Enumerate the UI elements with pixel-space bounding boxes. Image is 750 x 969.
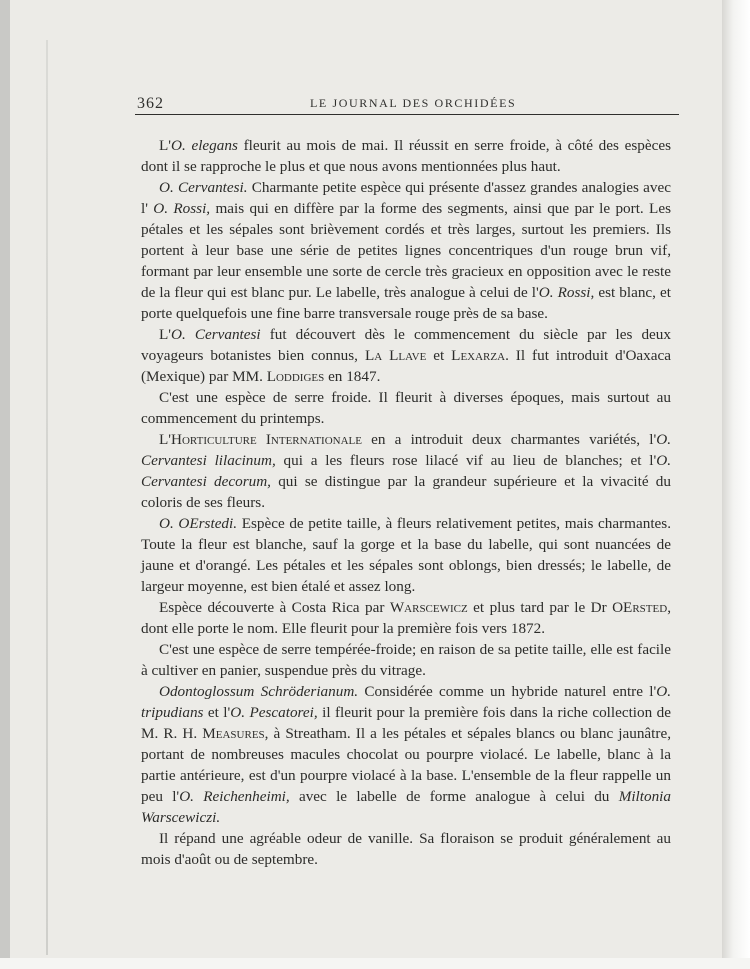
text-run: L' xyxy=(159,137,172,154)
text-run: Charmante petite espèce qui présente d'assez grandes analogies avec l' xyxy=(141,179,671,217)
text-run: Espèce de petite taille, à fleurs relativement petites, mais charmantes. Toute la fleur est blanche, sauf la gorge et la base du labelle, qui sont nuancées de jaune et d'orangé. Les pétales et les sépales sont oblongs, bien dressés; le labelle, de largeur moyenne, est bien étalé et assez long. xyxy=(141,515,671,595)
text-run: Espèce découverte à Costa Rica par xyxy=(159,599,390,616)
text-run: est blanc, et porte quelquefois une fine barre transversale rouge près de sa base. xyxy=(141,284,671,322)
paragraph xyxy=(141,177,671,324)
running-title: LE JOURNAL DES ORCHIDÉES xyxy=(310,96,517,110)
text-run: , à Streatham. Il a les pétales et sépales blancs ou blanc jaunâtre, portant de nombreuses macules chocolat ou pourpre violacé. Le labelle, blanc à la partie antérieure, est d'un pourpre violacé à la base. L'ensemble de la fleur rappelle un peu l' xyxy=(141,725,671,805)
text-run: Il répand une agréable odeur de vanille. Sa floraison se produit généralement au mois d'août ou de septembre. xyxy=(141,830,671,868)
text-run: en 1847. xyxy=(324,368,381,385)
italic-run: O. Rossi, xyxy=(153,200,211,217)
paragraph xyxy=(141,828,671,870)
italic-run: O. OErstedi. xyxy=(159,515,238,532)
text-run: , dont elle porte le nom. Elle fleurit pour la première fois vers 1872. xyxy=(141,599,671,637)
italic-run: O. Cervantesi decorum, xyxy=(141,452,671,490)
body-text xyxy=(141,135,671,870)
italic-run: O. elegans xyxy=(171,137,238,154)
paragraph xyxy=(141,135,671,177)
paragraph xyxy=(141,597,671,639)
page-fold-shadow xyxy=(46,40,48,955)
scan-edge-bottom xyxy=(0,958,750,969)
header-rule xyxy=(135,114,679,115)
italic-run: O. tripudians xyxy=(141,683,671,721)
text-run: fleurit au mois de mai. Il réussit en serre froide, à côté des espèces dont il se rapproche le plus et que nous avons mentionnées plus haut. xyxy=(141,137,671,175)
smallcaps-run: Horticulture Internationale xyxy=(171,431,362,448)
text-run: Considérée comme un hybride naturel entre l' xyxy=(358,683,657,700)
smallcaps-run: Measures xyxy=(202,725,265,742)
italic-run: O. Rossi, xyxy=(538,284,595,301)
text-run: L' xyxy=(159,326,172,343)
smallcaps-run: OErsted xyxy=(612,599,668,616)
book-page xyxy=(10,0,732,958)
text-run: en a introduit deux charmantes variétés, l' xyxy=(361,431,657,448)
text-run: C'est une espèce de serre froide. Il fleurit à diverses époques, mais surtout au commencement du printemps. xyxy=(141,389,671,427)
paragraph xyxy=(141,681,671,828)
paragraph xyxy=(141,387,671,429)
italic-run: Miltonia Warscewiczi. xyxy=(141,788,671,826)
text-run: avec le labelle de forme analogue à celui du xyxy=(289,788,619,805)
smallcaps-run: Lexarza xyxy=(451,347,506,364)
smallcaps-run: Loddiges xyxy=(266,368,325,385)
text-run: fut découvert dès le commencement du siècle par les deux voyageurs botanistes bien connus, xyxy=(141,326,671,364)
paragraph xyxy=(141,324,671,387)
paragraph xyxy=(141,639,671,681)
page-number: 362 xyxy=(137,95,164,112)
smallcaps-run: Warscewicz xyxy=(389,599,468,616)
italic-run: O. Cervantesi lilacinum, xyxy=(141,431,671,469)
text-run: et l' xyxy=(203,704,231,721)
scan-edge-right xyxy=(722,0,750,969)
text-run: . Il fut introduit d'Oaxaca (Mexique) par MM. xyxy=(141,347,671,385)
text-run: qui se distingue par la grandeur supérieure et la vivacité du coloris de ses fleurs. xyxy=(141,473,671,511)
paragraph xyxy=(141,429,671,513)
text-run: et xyxy=(426,347,452,364)
smallcaps-run: La Llave xyxy=(364,347,427,364)
italic-run: Odontoglossum Schröderianum. xyxy=(159,683,359,700)
paragraph xyxy=(141,513,671,597)
running-header xyxy=(135,90,677,112)
text-run: qui a les fleurs rose lilacé vif au lieu de blanches; et l' xyxy=(275,452,657,469)
text-run: C'est une espèce de serre tempérée-froide; en raison de sa petite taille, elle est facile à cultiver en panier, suspendue près du vitrage. xyxy=(141,641,671,679)
italic-run: O. Cervantesi xyxy=(171,326,261,343)
text-run: mais qui en diffère par la forme des segments, ainsi que par le port. Les pétales et les sépales sont brièvement cordés et très larges, surtout les premiers. Ils portent à leur base une série de petites lignes concentriques d'un rouge brun vif, formant par leur ensemble une sorte de cercle très gracieux en opposition avec le reste de la fleur qui est blanc pur. Le labelle, très analogue à celui de l' xyxy=(141,200,671,301)
italic-run: O. Reichenheimi, xyxy=(179,788,290,805)
text-run: et plus tard par le Dr xyxy=(467,599,613,616)
italic-run: O. Pescatorei, xyxy=(230,704,318,721)
italic-run: O. Cervantesi. xyxy=(159,179,248,196)
text-run: L' xyxy=(159,431,172,448)
text-run: il fleurit pour la première fois dans la riche collection de M. R. H. xyxy=(141,704,671,742)
